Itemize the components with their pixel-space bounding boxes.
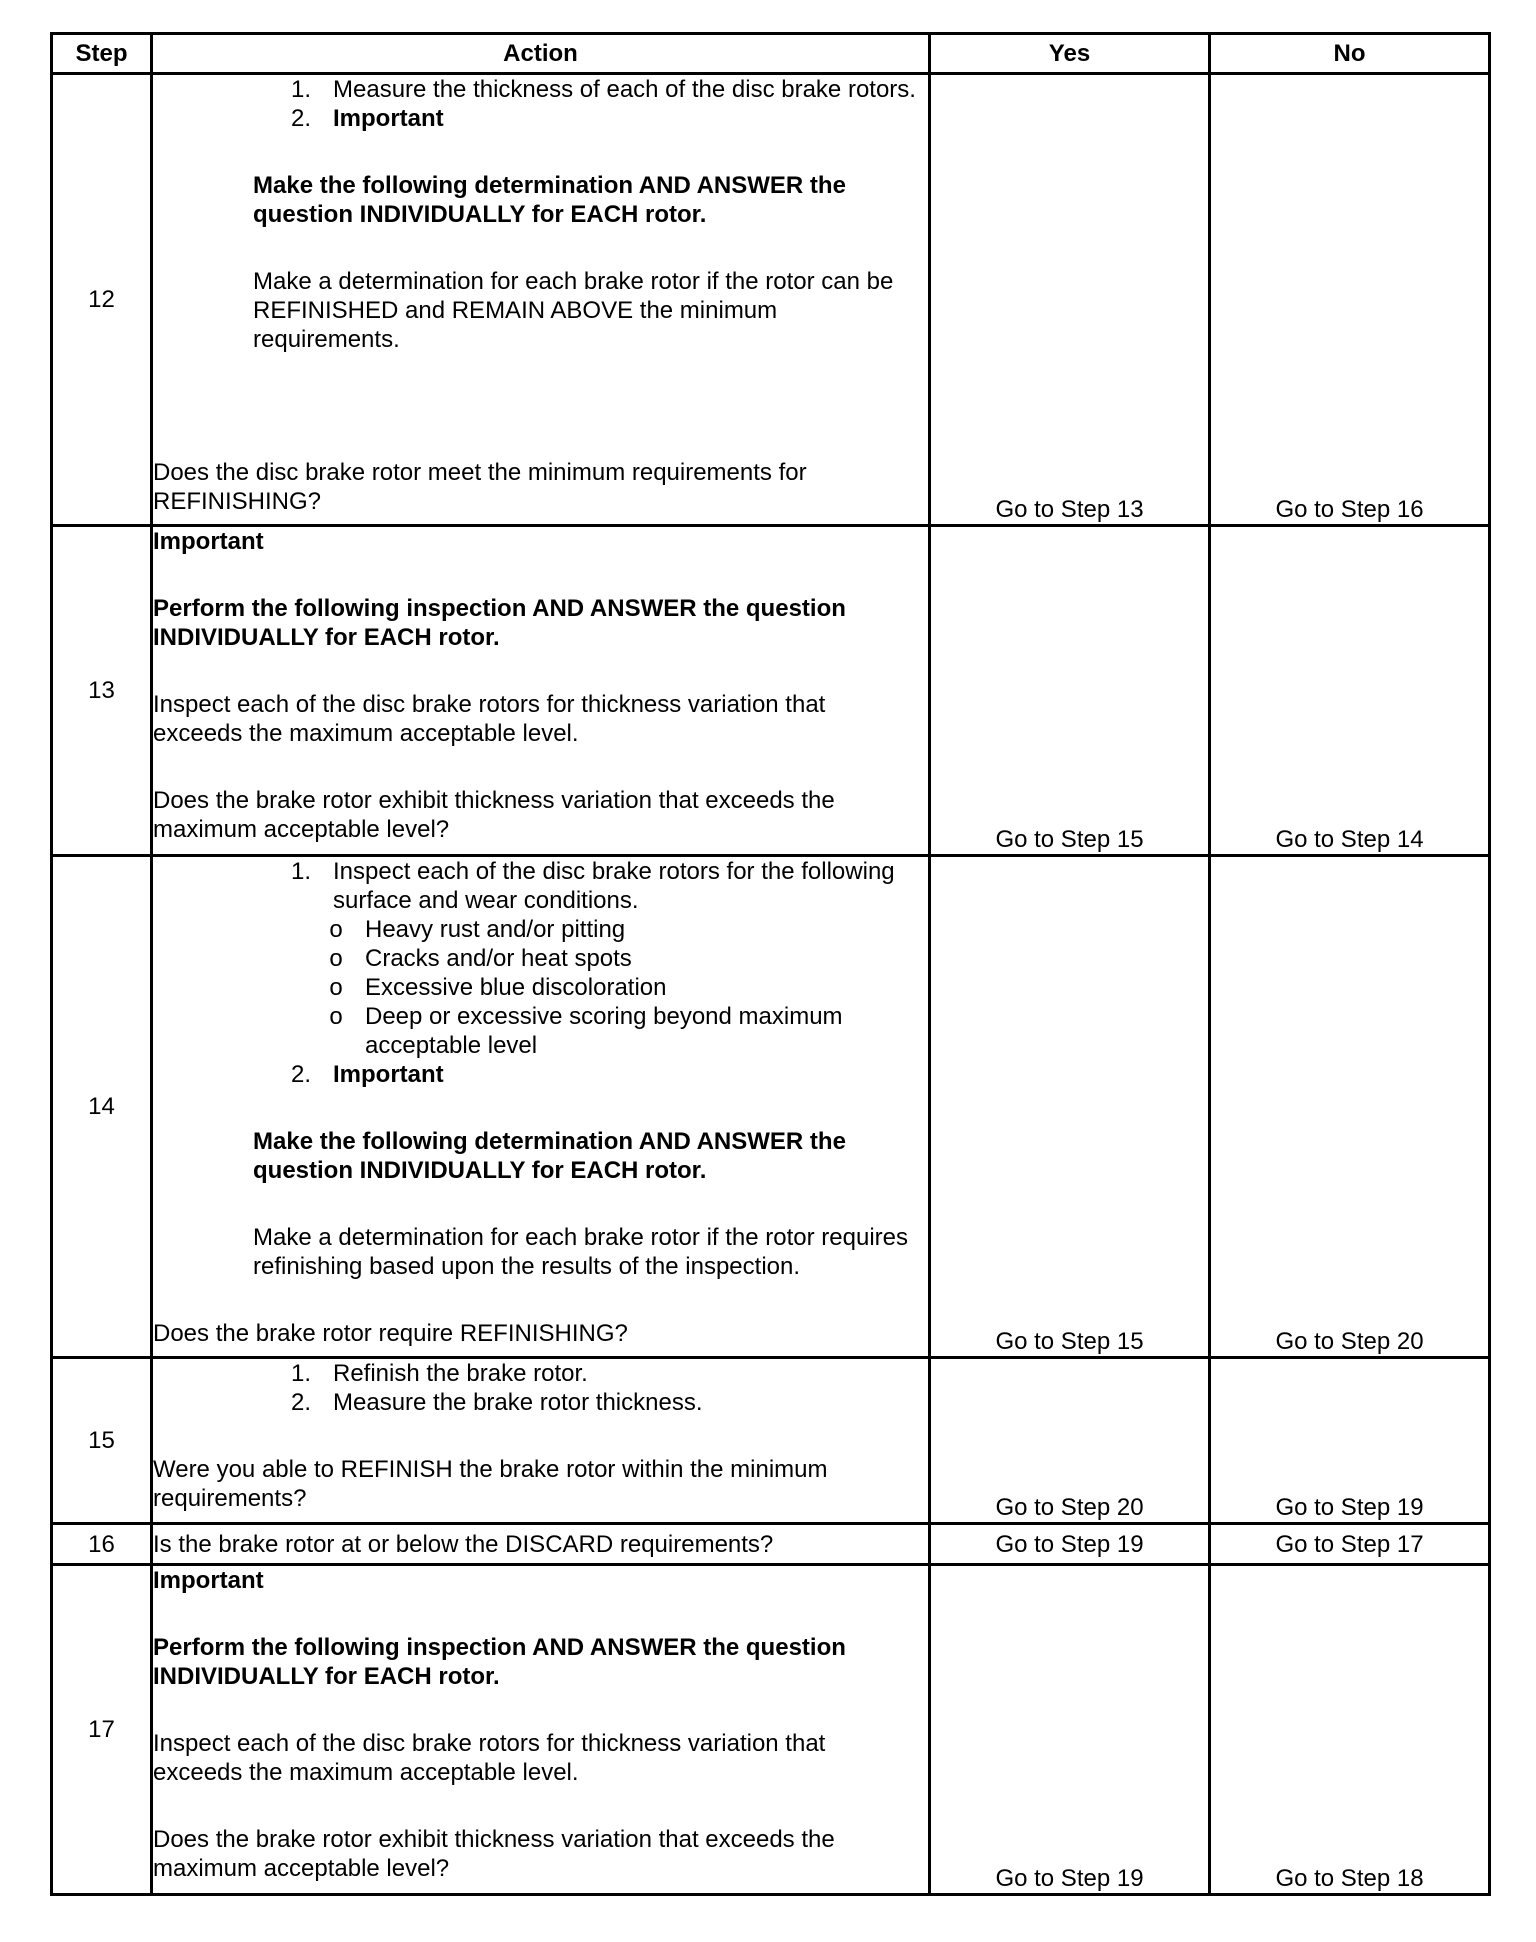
list-number: 1. (290, 858, 311, 885)
no-result: Go to Step 16 (1210, 74, 1490, 526)
list-item (273, 857, 928, 915)
list-number: 1. (290, 1360, 311, 1387)
step-number: 14 (52, 856, 152, 1358)
table-row (52, 1565, 1490, 1895)
instruction-text: Make a determination for each brake rotor if the rotor requires refinishing based upon the results of the inspection. (253, 1224, 908, 1280)
step-number: 17 (52, 1565, 152, 1895)
bullet-icon: o (329, 916, 343, 943)
list-item (273, 104, 928, 133)
table-row (52, 856, 1490, 1358)
action-cell (152, 1358, 930, 1524)
header-step: Step (52, 34, 152, 74)
bullet-icon: o (329, 945, 343, 972)
no-result: Go to Step 19 (1210, 1358, 1490, 1524)
instruction-text: Inspect each of the disc brake rotors for thickness variation that exceeds the maximum acceptable level. (153, 691, 826, 747)
bullet-item (253, 973, 928, 1002)
important-note: Perform the following inspection AND ANSWER the question INDIVIDUALLY for EACH rotor. (153, 595, 846, 651)
no-result: Go to Step 17 (1210, 1524, 1490, 1565)
action-cell (152, 856, 930, 1358)
header-row (52, 34, 1490, 74)
diagnostic-table (50, 32, 1491, 1896)
list-text: Measure the thickness of each of the disc brake rotors. (333, 76, 916, 103)
action-cell (152, 74, 930, 526)
list-item (273, 75, 928, 104)
bullet-icon: o (329, 974, 343, 1001)
bullet-text: Cracks and/or heat spots (365, 945, 632, 972)
step-number: 13 (52, 526, 152, 856)
list-text: Refinish the brake rotor. (333, 1360, 588, 1387)
list-text: Measure the brake rotor thickness. (333, 1389, 703, 1416)
bullet-item (253, 1002, 928, 1060)
question-text: Does the brake rotor require REFINISHING? (153, 1320, 628, 1347)
question-text: Does the disc brake rotor meet the minimum requirements for REFINISHING? (153, 459, 807, 515)
no-result: Go to Step 14 (1210, 526, 1490, 856)
important-note: Perform the following inspection AND ANSWER the question INDIVIDUALLY for EACH rotor. (153, 1634, 846, 1690)
table-row (52, 526, 1490, 856)
yes-result: Go to Step 15 (930, 526, 1210, 856)
important-label: Important (333, 1061, 444, 1088)
bullet-text: Heavy rust and/or pitting (365, 916, 626, 943)
question-text: Were you able to REFINISH the brake rotor within the minimum requirements? (153, 1456, 828, 1512)
bullet-text: Deep or excessive scoring beyond maximum acceptable level (365, 1003, 843, 1059)
instruction-text: Make a determination for each brake rotor if the rotor can be REFINISHED and REMAIN ABOVE the minimum requirements. (253, 268, 894, 353)
list-number: 2. (290, 1389, 311, 1416)
list-number: 1. (290, 76, 311, 103)
list-item (273, 1060, 928, 1089)
list-number: 2. (290, 105, 311, 132)
bullet-item (253, 915, 928, 944)
important-note: Make the following determination AND ANSWER the question INDIVIDUALLY for EACH rotor. (253, 172, 846, 228)
header-yes: Yes (930, 34, 1210, 74)
important-label: Important (153, 528, 264, 555)
table-row (52, 1524, 1490, 1565)
bullet-icon: o (329, 1003, 343, 1030)
question-text: Is the brake rotor at or below the DISCARD requirements? (152, 1524, 930, 1565)
list-text: Inspect each of the disc brake rotors for the following surface and wear conditions. (333, 858, 895, 914)
question-text: Does the brake rotor exhibit thickness variation that exceeds the maximum acceptable level? (153, 787, 835, 843)
action-cell (152, 1565, 930, 1895)
yes-result: Go to Step 19 (930, 1565, 1210, 1895)
table-row (52, 1358, 1490, 1524)
important-label: Important (333, 105, 444, 132)
table-row (52, 74, 1490, 526)
step-number: 16 (52, 1524, 152, 1565)
important-note: Make the following determination AND ANSWER the question INDIVIDUALLY for EACH rotor. (253, 1128, 846, 1184)
yes-result: Go to Step 20 (930, 1358, 1210, 1524)
list-item (273, 1388, 928, 1417)
yes-result: Go to Step 19 (930, 1524, 1210, 1565)
step-number: 15 (52, 1358, 152, 1524)
header-no: No (1210, 34, 1490, 74)
list-number: 2. (290, 1061, 311, 1088)
question-text: Does the brake rotor exhibit thickness variation that exceeds the maximum acceptable level? (153, 1826, 835, 1882)
important-label: Important (153, 1567, 264, 1594)
bullet-item (253, 944, 928, 973)
bullet-text: Excessive blue discoloration (365, 974, 667, 1001)
header-action: Action (152, 34, 930, 74)
yes-result: Go to Step 15 (930, 856, 1210, 1358)
action-cell (152, 526, 930, 856)
step-number: 12 (52, 74, 152, 526)
yes-result: Go to Step 13 (930, 74, 1210, 526)
no-result: Go to Step 18 (1210, 1565, 1490, 1895)
no-result: Go to Step 20 (1210, 856, 1490, 1358)
list-item (273, 1359, 928, 1388)
instruction-text: Inspect each of the disc brake rotors for thickness variation that exceeds the maximum acceptable level. (153, 1730, 826, 1786)
